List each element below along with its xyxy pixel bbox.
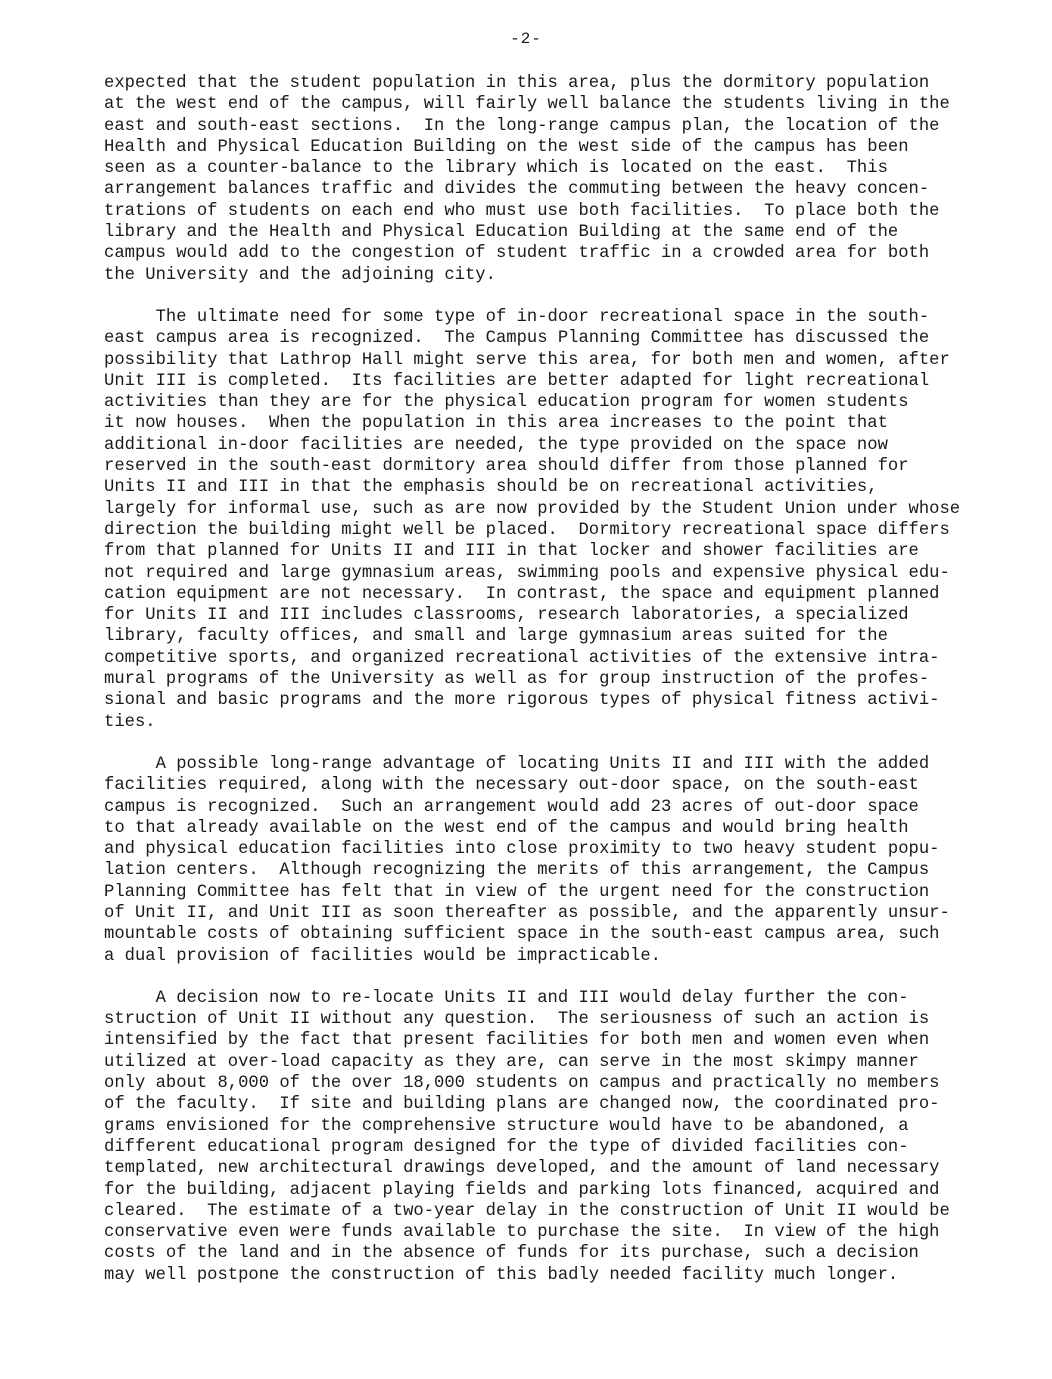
text-line: grams envisioned for the comprehensive structure would have to be abandoned, a	[104, 1116, 909, 1136]
text-line: the University and the adjoining city.	[104, 265, 496, 285]
text-line: library, faculty offices, and small and large gymnasium areas suited for the	[104, 627, 888, 647]
text-line: library and the Health and Physical Education Building at the same end of the	[104, 223, 899, 243]
text-line: reserved in the south-east dormitory area should differ from those planned for	[104, 457, 909, 477]
text-line: conservative even were funds available to purchase the site. In view of the high	[104, 1223, 940, 1243]
text-line: a dual provision of facilities would be impracticable.	[104, 946, 661, 966]
text-line: struction of Unit II without any question. The seriousness of such an action is	[104, 1010, 930, 1030]
text-line: ties.	[104, 712, 156, 732]
text-line: arrangement balances traffic and divides the commuting between the heavy concen-	[104, 180, 930, 200]
paragraph-3	[104, 754, 984, 967]
text-line: intensified by the fact that present facilities for both men and women even when	[104, 1031, 930, 1051]
text-line: Planning Committee has felt that in view of the urgent need for the construction	[104, 882, 930, 902]
paragraph-1	[104, 73, 984, 286]
text-line: of Unit II, and Unit III as soon thereafter as possible, and the apparently unsur-	[104, 903, 950, 923]
document-body	[104, 73, 984, 1286]
text-line: templated, new architectural drawings developed, and the amount of land necessary	[104, 1159, 940, 1179]
text-line: Units II and III in that the emphasis should be on recreational activities,	[104, 478, 878, 498]
text-line: sional and basic programs and the more rigorous types of physical fitness activi-	[104, 691, 940, 711]
text-line: different educational program designed for the type of divided facilities con-	[104, 1137, 909, 1157]
text-line: cleared. The estimate of a two-year delay in the construction of Unit II would be	[104, 1201, 950, 1221]
text-line: Unit III is completed. Its facilities are better adapted for light recreational	[104, 371, 930, 391]
text-line: at the west end of the campus, will fairly well balance the students living in the	[104, 95, 950, 115]
text-line: lation centers. Although recognizing the merits of this arrangement, the Campus	[104, 861, 930, 881]
text-line: additional in-door facilities are needed, the type provided on the space now	[104, 435, 888, 455]
page-number: -2-	[510, 30, 542, 48]
text-line: expected that the student population in this area, plus the dormitory population	[104, 74, 930, 93]
text-line: utilized at over-load capacity as they are, can serve in the most skimpy manner	[104, 1052, 919, 1072]
text-line: campus would add to the congestion of student traffic in a crowded area for both	[104, 244, 930, 264]
text-line: The ultimate need for some type of in-door recreational space in the south-	[104, 307, 930, 327]
text-line: possibility that Lathrop Hall might serve this area, for both men and women, after	[104, 350, 950, 370]
text-line: for Units II and III includes classrooms, research laboratories, a specialized	[104, 606, 909, 626]
text-line: to that already available on the west end of the campus and would bring health	[104, 818, 909, 838]
text-line: facilities required, along with the necessary out-door space, on the south-east	[104, 776, 919, 796]
text-line: of the faculty. If site and building plans are changed now, the coordinated pro-	[104, 1095, 940, 1115]
text-line: east and south-east sections. In the long-range campus plan, the location of the	[104, 116, 940, 136]
text-line: costs of the land and in the absence of funds for its purchase, such a decision	[104, 1244, 919, 1264]
text-line: not required and large gymnasium areas, swimming pools and expensive physical edu-	[104, 563, 950, 583]
text-line: only about 8,000 of the over 18,000 students on campus and practically no members	[104, 1074, 940, 1094]
text-line: competitive sports, and organized recreational activities of the extensive intra-	[104, 648, 940, 668]
text-line: A decision now to re-locate Units II and III would delay further the con-	[104, 988, 909, 1008]
text-line: from that planned for Units II and III in that locker and shower facilities are	[104, 542, 919, 562]
text-line: for the building, adjacent playing fields and parking lots financed, acquired and	[104, 1180, 940, 1200]
text-line: A possible long-range advantage of locating Units II and III with the added	[104, 754, 930, 774]
text-line: cation equipment are not necessary. In contrast, the space and equipment planned	[104, 584, 940, 604]
text-line: east campus area is recognized. The Campus Planning Committee has discussed the	[104, 329, 930, 349]
text-line: may well postpone the construction of this badly needed facility much longer.	[104, 1265, 899, 1285]
text-line: mural programs of the University as well as for group instruction of the profes-	[104, 670, 930, 690]
text-line: seen as a counter-balance to the library which is located on the east. This	[104, 159, 888, 179]
text-line: trations of students on each end who must use both facilities. To place both the	[104, 201, 940, 221]
text-line: largely for informal use, such as are now provided by the Student Union under whose	[104, 499, 961, 519]
text-line: campus is recognized. Such an arrangement would add 23 acres of out-door space	[104, 797, 919, 817]
paragraph-4	[104, 988, 984, 1286]
text-line: activities than they are for the physical education program for women students	[104, 393, 909, 413]
paragraph-2	[104, 307, 984, 733]
text-line: direction the building might well be placed. Dormitory recreational space differs	[104, 520, 950, 540]
text-line: and physical education facilities into close proximity to two heavy student popu-	[104, 840, 940, 860]
text-line: mountable costs of obtaining sufficient space in the south-east campus area, such	[104, 925, 940, 945]
text-line: it now houses. When the population in this area increases to the point that	[104, 414, 888, 434]
text-line: Health and Physical Education Building on the west side of the campus has been	[104, 137, 909, 157]
